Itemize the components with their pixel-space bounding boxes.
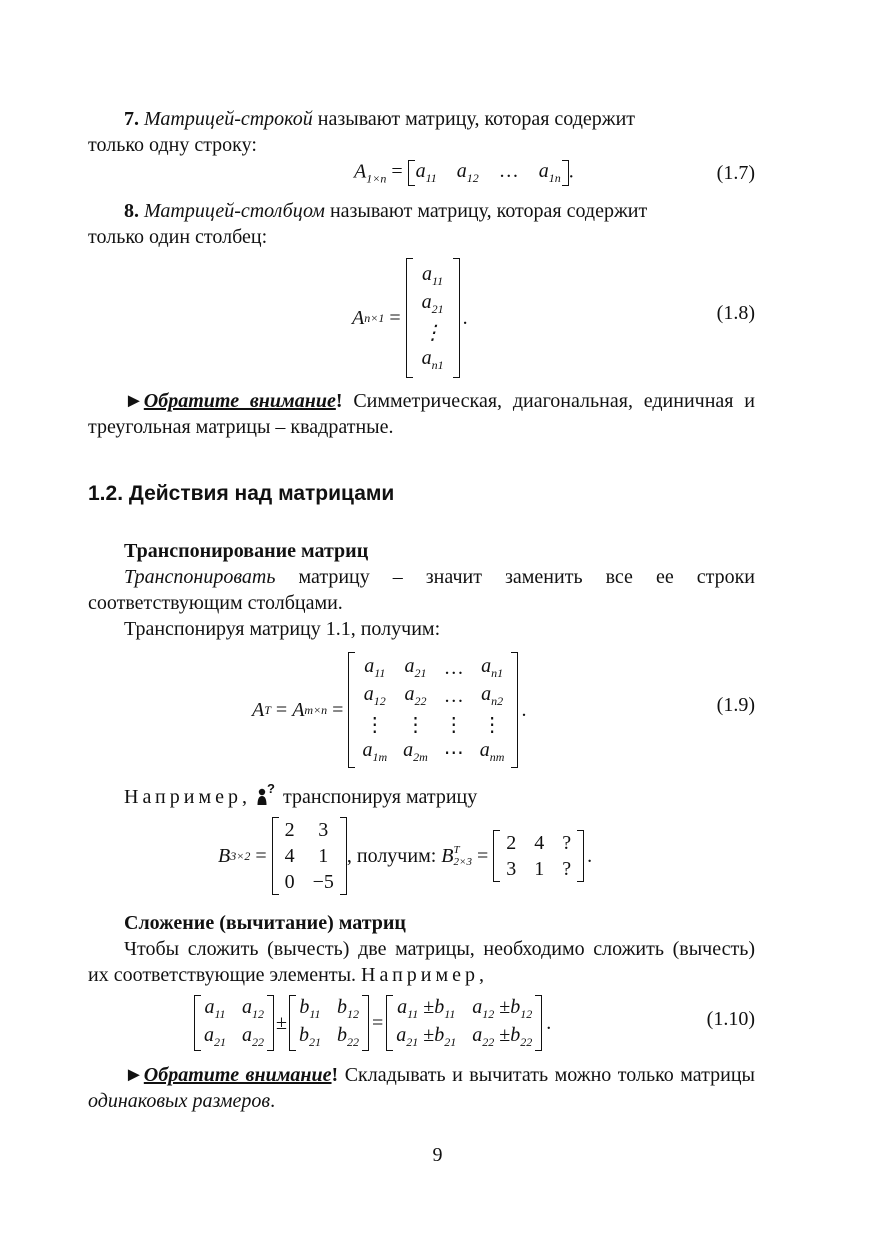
eq18-column-matrix — [406, 258, 460, 378]
example-label: Например, — [124, 786, 251, 808]
ex-B-cell: 4 — [284, 844, 295, 867]
eq19-cell: $a_{n1}$ — [481, 655, 504, 680]
eq19-cell: $a_{n2}$ — [481, 683, 504, 708]
eq110-A-cell: $a_{11}$ — [204, 996, 226, 1021]
ex-BT-matrix — [493, 830, 584, 882]
ex-BT-scripts — [454, 844, 472, 868]
eq110-C-cell: $a_{22} \pm b_{22}$ — [472, 1024, 533, 1049]
eq17-el-1: $a_{11}$ — [415, 160, 437, 185]
eq110-pm: ± — [276, 1011, 287, 1034]
eq19-cell: $a_{1m}$ — [362, 739, 388, 764]
eq19-cell: $a_{12}$ — [363, 683, 386, 708]
ex-BT-cell: ? — [562, 831, 572, 854]
ex-BT-sub: 2×3 — [453, 856, 472, 868]
ex-equals-1: = — [250, 844, 272, 867]
eq17-lhs: A — [354, 160, 367, 183]
eq18-table — [414, 262, 452, 374]
eq18-equals: = — [384, 306, 406, 329]
eq19-cell: ⋮ — [482, 713, 503, 736]
eq110-C-table — [388, 995, 540, 1051]
ex-BT-cell: 2 — [506, 831, 517, 854]
addition-text — [88, 936, 755, 988]
eq110-A-cell: $a_{12}$ — [242, 996, 264, 1021]
equation-1-9 — [88, 644, 755, 776]
ex-BT-cell: 3 — [506, 857, 517, 880]
eq19-mid-sub: m×n — [304, 702, 328, 717]
addition-label: Например, — [361, 964, 489, 986]
eq18-cell: ⋮ — [422, 321, 443, 344]
page-content — [88, 104, 755, 1114]
transp-intro: Транспонируя матрицу 1.1, получим: — [124, 618, 441, 640]
ex-B: B — [218, 844, 231, 867]
note-1-text: Симметрическая, диагональная, единичная и треугольная матрицы – квадратные. — [88, 390, 755, 438]
example-line — [88, 782, 755, 810]
eq110-B-cell: $b_{12}$ — [336, 996, 359, 1021]
ex-BT-table — [497, 830, 580, 882]
eq110-A-cell: $a_{21}$ — [204, 1024, 226, 1049]
eq19-cell: … — [443, 656, 464, 679]
ex-B-cell: 0 — [284, 870, 295, 893]
transp-heading: Транспонирование матриц — [124, 540, 369, 562]
eq19-matrix — [348, 652, 518, 768]
page-number: 9 — [432, 1144, 443, 1166]
item-8-text1: называют матрицу, которая содержит — [324, 200, 648, 222]
equation-1-10 — [88, 990, 755, 1056]
eq18-cell: $a_{n1}$ — [421, 347, 444, 372]
eq19-end: . — [521, 698, 527, 721]
eq19-number: (1.9) — [716, 694, 755, 716]
eq19-cell: $a_{11}$ — [364, 655, 386, 680]
eq110-B-cell: $b_{22}$ — [336, 1024, 359, 1049]
note-arrow-icon: ► — [124, 1064, 144, 1086]
ex-B-table — [276, 817, 343, 895]
eq19-lhs: A — [252, 698, 265, 721]
eq110-A-cell: $a_{22}$ — [242, 1024, 264, 1049]
eq110-B-table — [291, 995, 367, 1051]
eq110-end: . — [546, 1011, 552, 1034]
eq19-equals-1: = — [270, 698, 293, 721]
ex-B-cell: 3 — [318, 818, 329, 841]
note-2-excl: ! — [331, 1064, 339, 1086]
eq18-lhs-sub: n×1 — [364, 310, 385, 325]
eq19-cell: $a_{22}$ — [404, 683, 427, 708]
eq19-cell: ⋯ — [443, 741, 464, 764]
eq18-cell: $a_{21}$ — [421, 291, 444, 316]
eq19-cell: ⋮ — [364, 713, 385, 736]
eq17-lhs-sub: 1×n — [366, 171, 387, 186]
eq19-table — [354, 654, 512, 766]
item-8-paragraph — [88, 198, 755, 250]
eq19-cell: $a_{21}$ — [404, 655, 427, 680]
equation-1-8 — [88, 254, 755, 382]
eq17-el-2: $a_{12}$ — [456, 160, 479, 185]
note-2-italic: одинаковых размеров — [88, 1090, 271, 1112]
eq19-cell: … — [443, 684, 464, 707]
note-2-text: Складывать и вычитать можно только матрицы — [338, 1064, 755, 1086]
eq17-equals: = — [386, 160, 408, 183]
equation-1-7 — [88, 160, 755, 190]
eq19-lhs-sup: T — [264, 702, 271, 717]
eq18-lhs: A — [352, 306, 365, 329]
eq110-C-cell: $a_{21} \pm b_{21}$ — [396, 1024, 457, 1049]
ex-equals-2: = — [471, 844, 494, 867]
item-7-term: Матрицей-строкой — [144, 108, 313, 130]
eq18-cell: $a_{11}$ — [422, 263, 444, 288]
eq19-cell: ⋮ — [405, 713, 426, 736]
eq17-el-4: $a_{1n}$ — [538, 160, 561, 185]
item-7-text1: называют матрицу, которая содержит — [312, 108, 636, 130]
note-1-label: Обратите внимание — [143, 390, 336, 412]
eq110-matrix-a — [194, 995, 274, 1051]
ex-BT-sup: T — [453, 844, 460, 856]
eq110-matrix-b — [289, 995, 369, 1051]
ex-B-cell: 1 — [318, 844, 329, 867]
item-7-text2: только одну строку: — [88, 134, 257, 156]
eq18-number: (1.8) — [716, 302, 755, 324]
eq110-C-cell: $a_{12} \pm b_{12}$ — [472, 996, 533, 1021]
addition-body: Чтобы сложить (вычесть) две матрицы, необходимо сложить (вычесть) их соответствующие элементы. — [88, 938, 755, 986]
eq18-end: . — [462, 306, 468, 329]
item-8-number: 8. — [124, 200, 139, 222]
item-8-text2: только один столбец: — [88, 226, 268, 248]
eq17-number: (1.7) — [716, 162, 755, 184]
eq110-equals: = — [371, 1011, 384, 1034]
note-2-paragraph — [88, 1062, 755, 1114]
ex-BT-cell: 4 — [534, 831, 545, 854]
section-heading: 1.2. Действия над матрицами — [88, 482, 395, 505]
eq19-mid: A — [292, 698, 305, 721]
item-8-term: Матрицей-столбцом — [144, 200, 325, 222]
eq19-cell: ⋮ — [443, 713, 464, 736]
eq19-cell: $a_{nm}$ — [479, 739, 505, 764]
ex-BT: B — [441, 844, 454, 867]
item-7-paragraph — [88, 106, 755, 158]
eq17-row-matrix — [408, 160, 569, 186]
eq110-C-cell: $a_{11} \pm b_{11}$ — [397, 996, 456, 1021]
eq17-end: . — [568, 160, 574, 183]
eq19-cell: $a_{2m}$ — [403, 739, 428, 764]
ex-B-matrix — [272, 817, 347, 895]
eq19-equals-2: = — [327, 698, 349, 721]
transp-term: Транспонировать — [124, 566, 276, 588]
ex-B-sub: 3×2 — [230, 848, 251, 863]
note-2-label: Обратите внимание — [143, 1064, 332, 1086]
ex-BT-cell: ? — [562, 857, 572, 880]
question-person-icon — [256, 782, 278, 806]
ex-B-cell: 2 — [284, 818, 295, 841]
transp-text: матрицу – значит заменить все ее строки соответствующим столбцами. — [88, 566, 755, 614]
note-1-paragraph — [88, 388, 755, 440]
eq17-el-ellipsis: … — [498, 160, 519, 182]
eq110-B-cell: $b_{11}$ — [299, 996, 321, 1021]
addition-heading: Сложение (вычитание) матриц — [124, 912, 406, 934]
transp-definition — [88, 564, 755, 616]
eq110-B-cell: $b_{21}$ — [298, 1024, 321, 1049]
ex-B-cell: −5 — [312, 870, 334, 893]
eq110-matrix-c — [386, 995, 542, 1051]
note-2-end: . — [270, 1090, 276, 1112]
svg-text:?: ? — [267, 782, 275, 796]
ex-BT-cell: 1 — [534, 857, 545, 880]
example-text: транспонируя матрицу — [278, 786, 478, 808]
ex-middle: , получим: — [346, 844, 442, 867]
example-equation — [88, 810, 755, 902]
eq110-number: (1.10) — [706, 1008, 755, 1030]
ex-end: . — [587, 844, 593, 867]
eq110-A-table — [196, 995, 272, 1051]
note-1-excl: ! — [335, 390, 343, 412]
item-7-number: 7. — [124, 108, 139, 130]
note-arrow-icon: ► — [124, 390, 144, 412]
